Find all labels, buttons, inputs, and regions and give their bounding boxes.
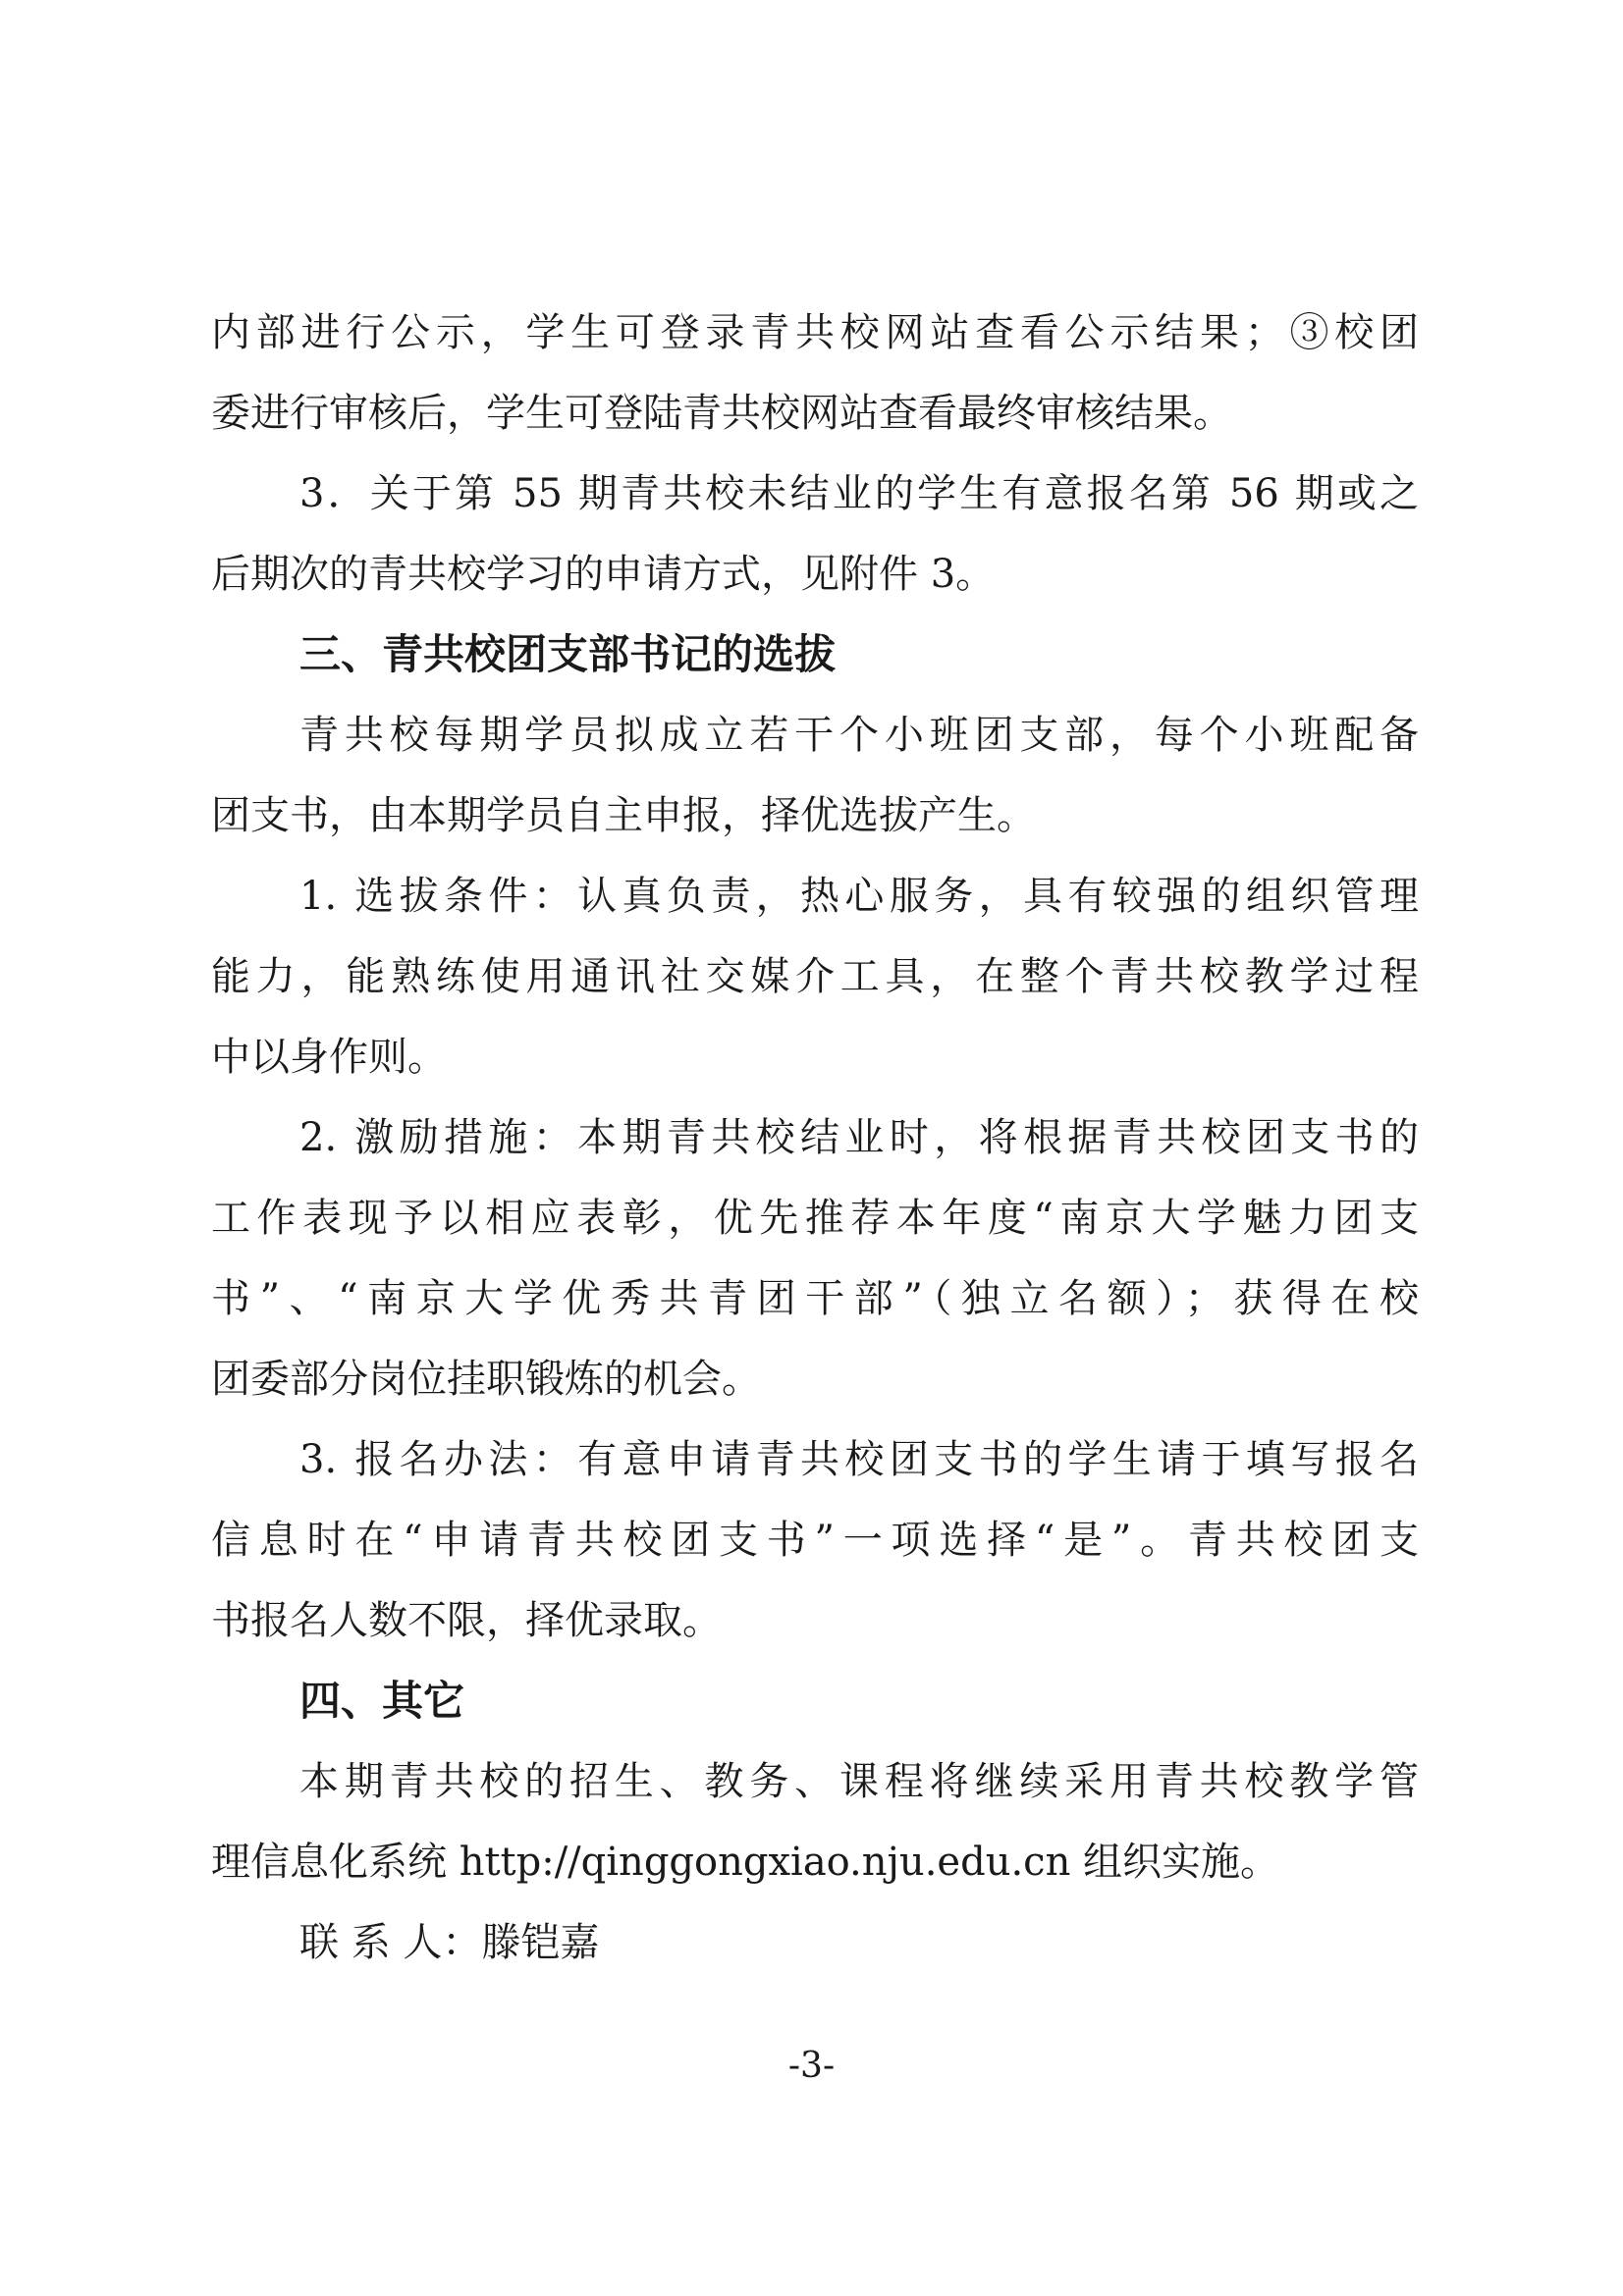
paragraph-line: 工作表现予以相应表彰，优先推荐本年度“南京大学魅力团支 <box>211 1196 1419 1241</box>
paragraph-line: 1. 选拔条件：认真负责，热心服务，具有较强的组织管理 <box>299 874 1419 919</box>
paragraph-line: 青共校每期学员拟成立若干个小班团支部，每个小班配备 <box>299 713 1419 758</box>
paragraph-line: 团委部分岗位挂职锻炼的机会。 <box>211 1357 761 1402</box>
paragraph-line: 理信息化系统 http://qinggongxiao.nju.edu.cn 组织实施。 <box>211 1840 1280 1885</box>
contact-person: 联 系 人：滕铠嘉 <box>299 1920 600 1965</box>
paragraph-line: 书”、“南京大学优秀共青团干部”（独立名额）；获得在校 <box>211 1276 1419 1321</box>
paragraph-line: 委进行审核后，学生可登陆青共校网站查看最终审核结果。 <box>211 391 1232 436</box>
paragraph-line: 后期次的青共校学习的申请方式，见附件 3。 <box>211 552 996 597</box>
paragraph-line: 3．关于第 55 期青共校未结业的学生有意报名第 56 期或之 <box>299 471 1419 516</box>
section-heading: 三、青共校团支部书记的选拔 <box>299 630 837 678</box>
paragraph-line: 2. 激励措施：本期青共校结业时，将根据青共校团支书的 <box>299 1115 1419 1160</box>
paragraph-line: 信息时在“申请青共校团支书”一项选择“是”。青共校团支 <box>211 1518 1419 1563</box>
paragraph-line: 3. 报名办法：有意申请青共校团支书的学生请于填写报名 <box>299 1437 1419 1482</box>
page-number: -3- <box>787 2046 836 2086</box>
paragraph-line: 本期青共校的招生、教务、课程将继续采用青共校教学管 <box>299 1759 1419 1804</box>
paragraph-line: 能力，能熟练使用通讯社交媒介工具，在整个青共校教学过程 <box>211 954 1419 999</box>
paragraph-line: 内部进行公示，学生可登录青共校网站查看公示结果；③校团 <box>211 310 1419 355</box>
paragraph-line: 团支书，由本期学员自主申报，择优选拔产生。 <box>211 793 1036 838</box>
section-heading: 四、其它 <box>299 1677 465 1725</box>
paragraph-line: 中以身作则。 <box>211 1035 447 1080</box>
paragraph-line: 书报名人数不限，择优录取。 <box>211 1598 722 1643</box>
